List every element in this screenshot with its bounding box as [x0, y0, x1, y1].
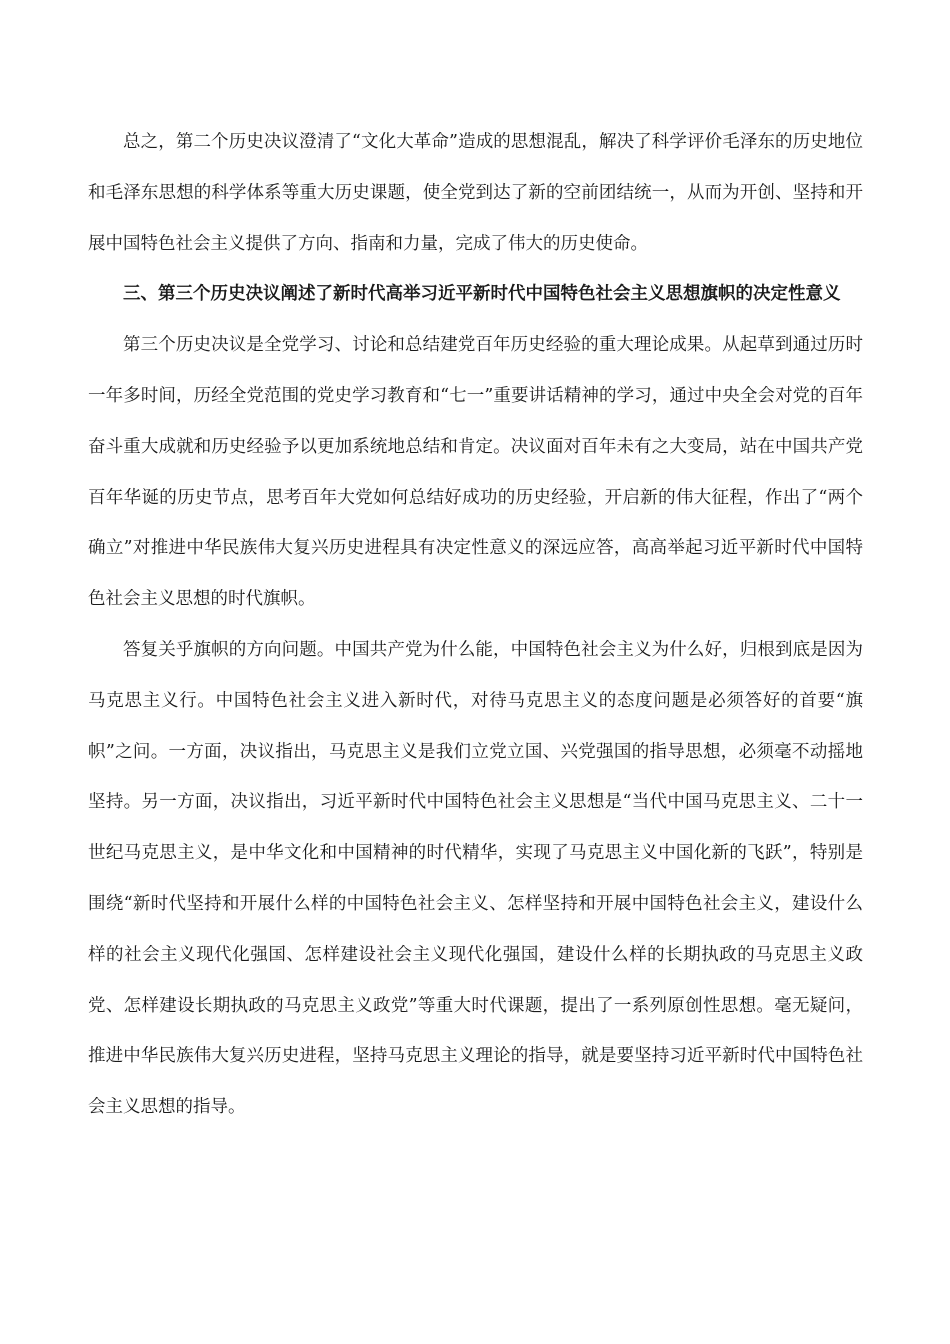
document-page: [88, 117, 863, 1133]
paragraph-third-resolution-overview: 第三个历史决议是全党学习、讨论和总结建党百年历史经验的重大理论成果。从起草到通过历时一年多时间，历经全党范围的党史学习教育和“七一”重要讲话精神的学习，通过中央全会对党的百年奋斗重大成就和历史经验予以更加系统地总结和肯定。决议面对百年未有之大变局，站在中国共产党百年华诞的历史节点，思考百年大党如何总结好成功的历史经验，开启新的伟大征程，作出了“两个确立”对推进中华民族伟大复兴历史进程具有决定性意义的深远应答，高高举起习近平新时代中国特色社会主义思想的时代旗帜。: [88, 335, 863, 610]
paragraph-conclusion-second-resolution: 总之，第二个历史决议澄清了“文化大革命”造成的思想混乱，解决了科学评价毛泽东的历史地位和毛泽东思想的科学体系等重大历史课题，使全党到达了新的空前团结统一，从而为开创、坚持和开展中国特色社会主义提供了方向、指南和力量，完成了伟大的历史使命。: [88, 132, 863, 254]
section-heading-three: 三、第三个历史决议阐述了新时代高举习近平新时代中国特色社会主义思想旗帜的决定性意义: [123, 284, 841, 305]
paragraph-banner-direction: 答复关乎旗帜的方向问题。中国共产党为什么能，中国特色社会主义为什么好，归根到底是因为马克思主义行。中国特色社会主义进入新时代，对待马克思主义的态度问题是必须答好的首要“旗帜”之问。一方面，决议指出，马克思主义是我们立党立国、兴党强国的指导思想，必须毫不动摇地坚持。另一方面，决议指出，习近平新时代中国特色社会主义思想是“当代中国马克思主义、二十一世纪马克思主义，是中华文化和中国精神的时代精华，实现了马克思主义中国化新的飞跃”，特别是围绕“新时代坚持和开展什么样的中国特色社会主义、怎样坚持和开展中国特色社会主义，建设什么样的社会主义现代化强国、怎样建设社会主义现代化强国，建设什么样的长期执政的马克思主义政党、怎样建设长期执政的马克思主义政党”等重大时代课题，提出了一系列原创性思想。毫无疑问，推进中华民族伟大复兴历史进程，坚持马克思主义理论的指导，就是要坚持习近平新时代中国特色社会主义思想的指导。: [88, 639, 863, 1118]
